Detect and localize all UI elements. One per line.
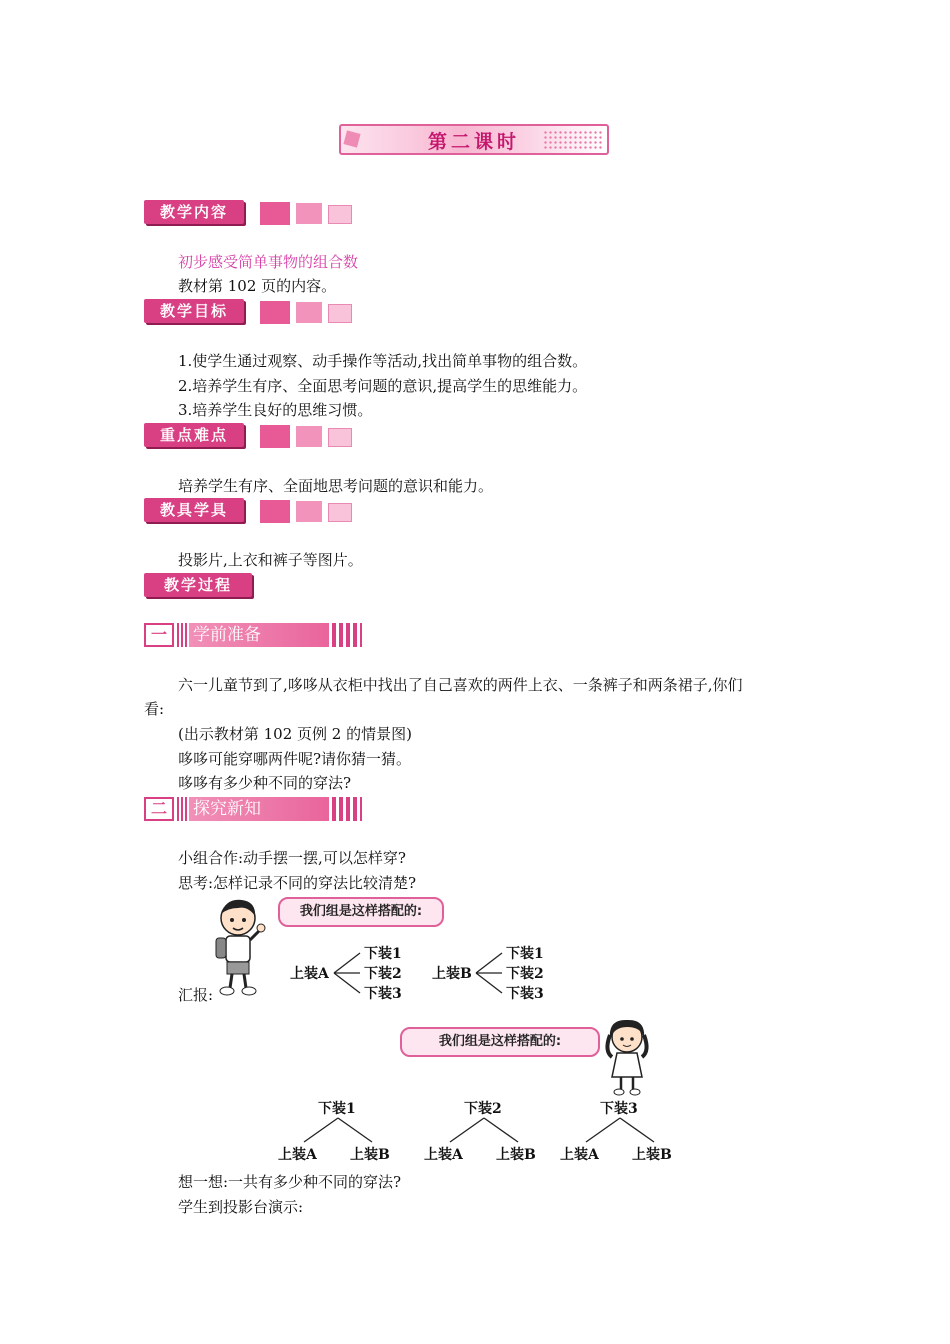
deco-square [260,301,290,324]
step-bars [332,797,362,821]
tree1-leaf: 下装1 [364,946,402,962]
step-name: 学前准备 [189,623,329,647]
tree2-root: 下装3 [600,1101,638,1117]
deco-square [328,304,352,323]
step1-paragraph-line2: 看: [144,700,165,718]
tree-diagram-bottoms [280,1115,680,1145]
report-label: 汇报: [178,986,214,1004]
step1-line: 哆哆有多少种不同的穿法? [178,774,352,792]
tree-branch-b3 [476,973,502,993]
tree2-leaf: 上装B [350,1147,390,1163]
content-topic: 初步感受简单事物的组合数 [178,253,359,271]
deco-square [260,202,290,225]
tree-branch-b1 [476,953,502,973]
deco-square [328,428,352,447]
section-label: 教具学具 [144,498,244,522]
deco-square [296,203,322,224]
lesson-title-banner [339,124,609,155]
deco-square [296,302,322,323]
step1-line: 哆哆可能穿哪两件呢?请你猜一猜。 [178,750,412,768]
tree1-root-a: 上装A [290,966,329,982]
deco-square [328,503,352,522]
tree2-branch [620,1118,654,1142]
tree1-leaf: 下装3 [506,986,544,1002]
step-header-1 [144,623,362,647]
step1-line: (出示教材第 102 页例 2 的情景图) [178,725,412,743]
tree-branch-a3 [334,973,360,993]
tree2-branch [450,1118,484,1142]
section-label: 教学目标 [144,299,244,323]
tree-branch-a1 [334,953,360,973]
deco-square [328,205,352,224]
lesson-title: 第二课时 [427,131,520,153]
tools-text: 投影片,上衣和裤子等图片。 [178,551,363,569]
goal-item: 3.培养学生良好的思维习惯。 [178,401,373,419]
content-text: 教材第 102 页的内容。 [178,277,337,295]
step-header-2 [144,797,362,821]
section-label: 重点难点 [144,423,244,447]
tree1-leaf: 下装1 [506,946,544,962]
step-bars [177,623,187,647]
tree2-leaf: 上装A [560,1147,599,1163]
section-label: 教学过程 [144,573,252,597]
deco-square [260,425,290,448]
tree2-root: 下装2 [464,1101,502,1117]
think-question: 想一想:一共有多少种不同的穿法? [178,1173,402,1191]
tree1-leaf: 下装2 [364,966,402,982]
deco-square [296,501,322,522]
step1-paragraph-line1: 六一儿童节到了,哆哆从衣柜中找出了自己喜欢的两件上衣、一条裤子和两条裙子,你们 [178,676,743,694]
tree2-branch [484,1118,518,1142]
tree1-root-b: 上装B [432,966,472,982]
step-bars [332,623,362,647]
step-number: 一 [144,623,174,647]
demo-line: 学生到投影台演示: [178,1198,304,1216]
step-number: 二 [144,797,174,821]
key-points-text: 培养学生有序、全面地思考问题的意识和能力。 [178,477,494,495]
step2-line: 思考:怎样记录不同的穿法比较清楚? [178,874,417,892]
boy-illustration [208,896,270,998]
tree2-branch [586,1118,620,1142]
deco-square [296,426,322,447]
tree2-leaf: 上装B [632,1147,672,1163]
tree2-leaf: 上装B [496,1147,536,1163]
tree1-leaf: 下装2 [506,966,544,982]
tree2-branch [338,1118,372,1142]
speech-bubble-1: 我们组是这样搭配的: [278,897,444,927]
goal-item: 2.培养学生有序、全面思考问题的意识,提高学生的思维能力。 [178,377,588,395]
section-label: 教学内容 [144,200,244,224]
step-bars [177,797,187,821]
deco-square [260,500,290,523]
girl-illustration [600,1017,654,1097]
tree2-leaf: 上装A [424,1147,463,1163]
tree2-root: 下装1 [318,1101,356,1117]
step-name: 探究新知 [189,797,329,821]
tree2-branch [304,1118,338,1142]
tree2-leaf: 上装A [278,1147,317,1163]
step2-line: 小组合作:动手摆一摆,可以怎样穿? [178,849,406,867]
tree1-leaf: 下装3 [364,986,402,1002]
speech-bubble-2: 我们组是这样搭配的: [400,1027,600,1057]
goal-item: 1.使学生通过观察、动手操作等活动,找出简单事物的组合数。 [178,352,588,370]
